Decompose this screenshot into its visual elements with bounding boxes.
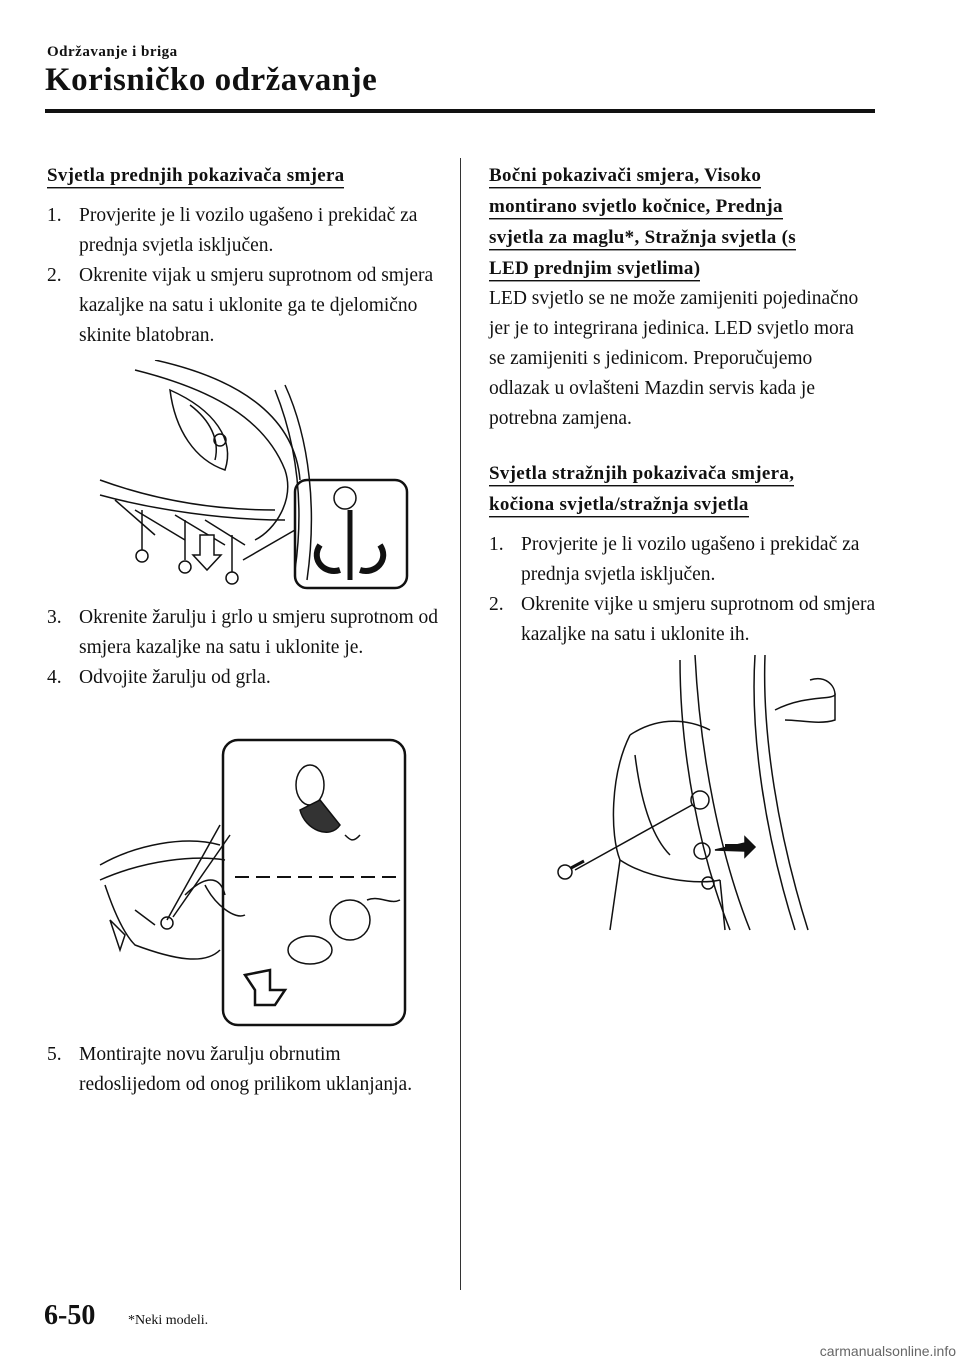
right-steps [489,530,879,650]
bulb-removal-illustration [95,735,410,1030]
screw-icon [136,510,238,584]
right-heading-1: Bočni pokazivači smjera, Visoko montirano svjetlo kočnice, Prednja svjetla za maglu*, Stražnja svjetla (s LED prednjim svjetlima) [489,165,796,279]
fender-screw-illustration [95,360,415,590]
right-heading-2: Svjetla stražnjih pokazivača smjera, kočiona svjetla/stražnja svjetla [489,463,795,515]
left-steps-a [47,201,442,351]
left-steps-b [47,603,442,693]
page-title: Korisničko održavanje [45,62,378,98]
step-1: 1. Provjerite je li vozilo ugašeno i prekidač za prednja svjetla isključen. [47,205,418,256]
title-rule [45,109,875,113]
page-number: 6-50 [44,1300,96,1331]
left-heading: Svjetla prednjih pokazivača smjera [47,165,345,186]
step-5: 5. Montirajte novu žarulju obrnutim redoslijedom od onog prilikom uklanjanja. [47,1044,413,1095]
rear-light-screws-illustration [550,655,850,935]
step-4: 4. Odvojite žarulju od grla. [47,667,271,688]
footnote: *Neki modeli. [128,1313,209,1328]
right-paragraph: LED svjetlo se ne može zamijeniti pojedinačno jer je to integrirana jedinica. LED svjetlo mora se zamijeniti s jedinicom. Preporučujemo odlazak u ovlašteni Mazdin servis kada je potrebna zamjena. [489,288,859,429]
section-label: Održavanje i briga [47,44,178,60]
step-2: 2. Okrenite vijak u smjeru suprotnom od smjera kazaljke na satu i uklonite ga te djelomično skinite blatobran. [47,265,434,346]
step-3: 3. Okrenite žarulju i grlo u smjeru suprotnom od smjera kazaljke na satu i uklonite je. [47,607,439,658]
right-step-2: 2. Okrenite vijke u smjeru suprotnom od smjera kazaljke na satu i uklonite ih. [489,594,876,645]
right-step-1: 1. Provjerite je li vozilo ugašeno i prekidač za prednja svjetla isključen. [489,534,860,585]
watermark: carmanualsonline.info [819,1343,956,1359]
left-steps-c [47,1040,442,1100]
column-divider [460,158,461,1290]
